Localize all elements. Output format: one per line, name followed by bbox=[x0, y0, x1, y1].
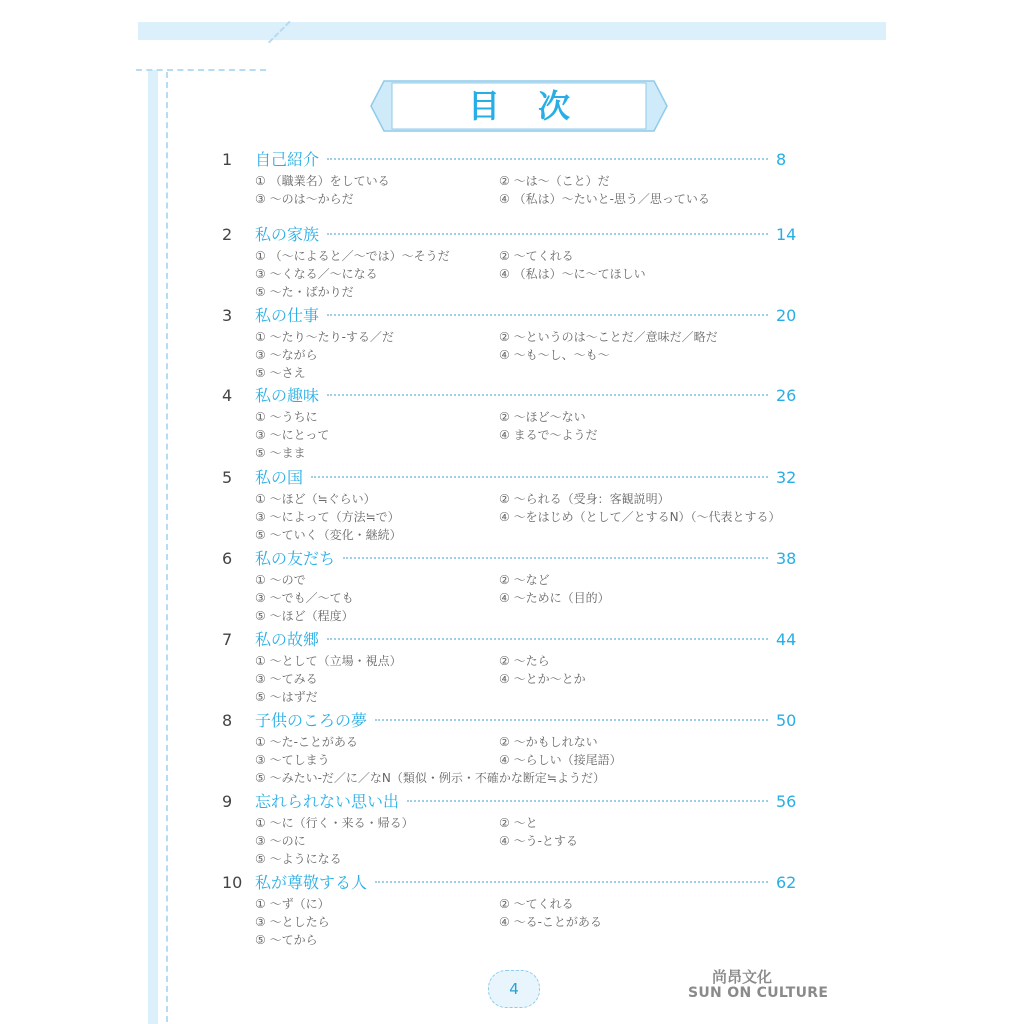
grammar-point: ① ～ので bbox=[255, 573, 306, 587]
grammar-point: ① （職業名）をしている bbox=[255, 174, 390, 188]
leader-dots bbox=[327, 314, 768, 316]
top-decor-band bbox=[138, 22, 886, 40]
grammar-point: ⑤ ～さえ bbox=[255, 366, 306, 380]
grammar-point: ④ ～ために（目的） bbox=[499, 591, 610, 605]
grammar-point: ① ～ず（に） bbox=[255, 897, 330, 911]
chapter-number: 7 bbox=[222, 630, 233, 649]
chapter-number: 5 bbox=[222, 468, 233, 487]
grammar-point: ② ～というのは～ことだ／意味だ／略だ bbox=[499, 330, 718, 344]
left-dashed-line bbox=[166, 72, 168, 1022]
chapter-title: 忘れられない思い出 bbox=[255, 792, 400, 811]
grammar-point: ③ ～のに bbox=[255, 834, 306, 848]
chapter-title: 私の趣味 bbox=[255, 386, 320, 405]
chapter-page: 50 bbox=[776, 711, 797, 730]
chapter-title: 私の友だち bbox=[255, 549, 336, 568]
chapter-title: 私の仕事 bbox=[255, 306, 320, 325]
leader-dots bbox=[327, 394, 768, 396]
grammar-point: ⑤ ～た・ばかりだ bbox=[255, 285, 354, 299]
grammar-point: ② ～られる（受身：客観説明） bbox=[499, 492, 670, 506]
left-decor-band bbox=[148, 70, 158, 1024]
grammar-point: ② ～と bbox=[499, 816, 538, 830]
grammar-point: ② ～は～（こと）だ bbox=[499, 174, 610, 188]
leader-dots bbox=[327, 158, 768, 160]
chapter-title: 私が尊敬する人 bbox=[255, 873, 368, 892]
top-dashed-line bbox=[136, 69, 266, 71]
grammar-point: ⑤ ～てから bbox=[255, 933, 318, 947]
grammar-point: ③ ～くなる／～になる bbox=[255, 267, 378, 281]
grammar-point: ④ ～をはじめ（として／とするN）（～代表とする） bbox=[499, 510, 781, 524]
grammar-point: ⑤ ～はずだ bbox=[255, 690, 318, 704]
grammar-point: ④ ～う-とする bbox=[499, 834, 578, 848]
grammar-point: ③ ～としたら bbox=[255, 915, 330, 929]
publisher-name-en: SUN ON CULTURE bbox=[688, 985, 829, 1001]
leader-dots bbox=[407, 800, 768, 802]
grammar-point: ① ～たり～たり-する／だ bbox=[255, 330, 394, 344]
chapter-number: 10 bbox=[222, 873, 243, 892]
grammar-point: ④ ～らしい（接尾語） bbox=[499, 753, 622, 767]
chapter-page: 62 bbox=[776, 873, 797, 892]
grammar-point: ⑤ ～みたい-だ／に／なN（類似・例示・不確かな断定≒ようだ） bbox=[255, 771, 605, 785]
grammar-point: ⑤ ～ようになる bbox=[255, 852, 342, 866]
grammar-point: ② ～たら bbox=[499, 654, 550, 668]
chapter-title: 私の家族 bbox=[255, 225, 320, 244]
chapter-page: 56 bbox=[776, 792, 797, 811]
grammar-point: ① ～ほど（≒ぐらい） bbox=[255, 492, 376, 506]
leader-dots bbox=[343, 557, 768, 559]
leader-dots bbox=[311, 476, 768, 478]
grammar-point: ② ～かもしれない bbox=[499, 735, 598, 749]
chapter-page: 26 bbox=[776, 386, 797, 405]
chapter-page: 32 bbox=[776, 468, 797, 487]
grammar-point: ④ まるで～ようだ bbox=[499, 428, 598, 442]
grammar-point: ③ ～のは～からだ bbox=[255, 192, 354, 206]
chapter-number: 2 bbox=[222, 225, 233, 244]
chapter-page: 8 bbox=[776, 150, 787, 169]
grammar-point: ② ～ほど～ない bbox=[499, 410, 586, 424]
grammar-point: ③ ～てしまう bbox=[255, 753, 330, 767]
leader-dots bbox=[375, 719, 768, 721]
grammar-point: ② ～てくれる bbox=[499, 249, 574, 263]
publisher-name-cn: 尚昂文化 bbox=[712, 968, 773, 986]
grammar-point: ① ～た-ことがある bbox=[255, 735, 358, 749]
grammar-point: ④ ～とか～とか bbox=[499, 672, 586, 686]
chapter-title: 自己紹介 bbox=[255, 150, 320, 169]
grammar-point: ③ ～でも／～ても bbox=[255, 591, 354, 605]
grammar-point: ③ ～てみる bbox=[255, 672, 318, 686]
grammar-point: ① ～に（行く・来る・帰る） bbox=[255, 816, 414, 830]
chapter-page: 20 bbox=[776, 306, 797, 325]
chapter-number: 9 bbox=[222, 792, 233, 811]
chapter-number: 4 bbox=[222, 386, 233, 405]
grammar-point: ⑤ ～まま bbox=[255, 446, 306, 460]
chapter-page: 14 bbox=[776, 225, 797, 244]
chapter-title: 子供のころの夢 bbox=[255, 711, 368, 730]
grammar-point: ④ （私は）～たいと-思う／思っている bbox=[499, 192, 710, 206]
chapter-number: 3 bbox=[222, 306, 233, 325]
grammar-point: ③ ～ながら bbox=[255, 348, 318, 362]
grammar-point: ① ～うちに bbox=[255, 410, 318, 424]
chapter-title: 私の故郷 bbox=[255, 630, 320, 649]
chapter-number: 6 bbox=[222, 549, 233, 568]
leader-dots bbox=[327, 638, 768, 640]
leader-dots bbox=[375, 881, 768, 883]
grammar-point: ⑤ ～ほど（程度） bbox=[255, 609, 354, 623]
grammar-point: ② ～など bbox=[499, 573, 550, 587]
leader-dots bbox=[327, 233, 768, 235]
grammar-point: ① ～として（立場・視点） bbox=[255, 654, 402, 668]
grammar-point: ① （～によると／～では）～そうだ bbox=[255, 249, 450, 263]
grammar-point: ⑤ ～ていく（変化・継続） bbox=[255, 528, 402, 542]
chapter-title: 私の国 bbox=[255, 468, 304, 487]
grammar-point: ④ （私は）～に～てほしい bbox=[499, 267, 646, 281]
chapter-page: 38 bbox=[776, 549, 797, 568]
title-banner bbox=[370, 80, 668, 132]
chapter-page: 44 bbox=[776, 630, 797, 649]
grammar-point: ③ ～によって（方法≒で） bbox=[255, 510, 400, 524]
grammar-point: ④ ～る-ことがある bbox=[499, 915, 602, 929]
chapter-number: 8 bbox=[222, 711, 233, 730]
page-title: 目次 bbox=[467, 87, 608, 125]
page-number: 4 bbox=[488, 970, 540, 1008]
grammar-point: ② ～てくれる bbox=[499, 897, 574, 911]
grammar-point: ③ ～にとって bbox=[255, 428, 330, 442]
grammar-point: ④ ～も～し、～も～ bbox=[499, 348, 610, 362]
chapter-number: 1 bbox=[222, 150, 233, 169]
